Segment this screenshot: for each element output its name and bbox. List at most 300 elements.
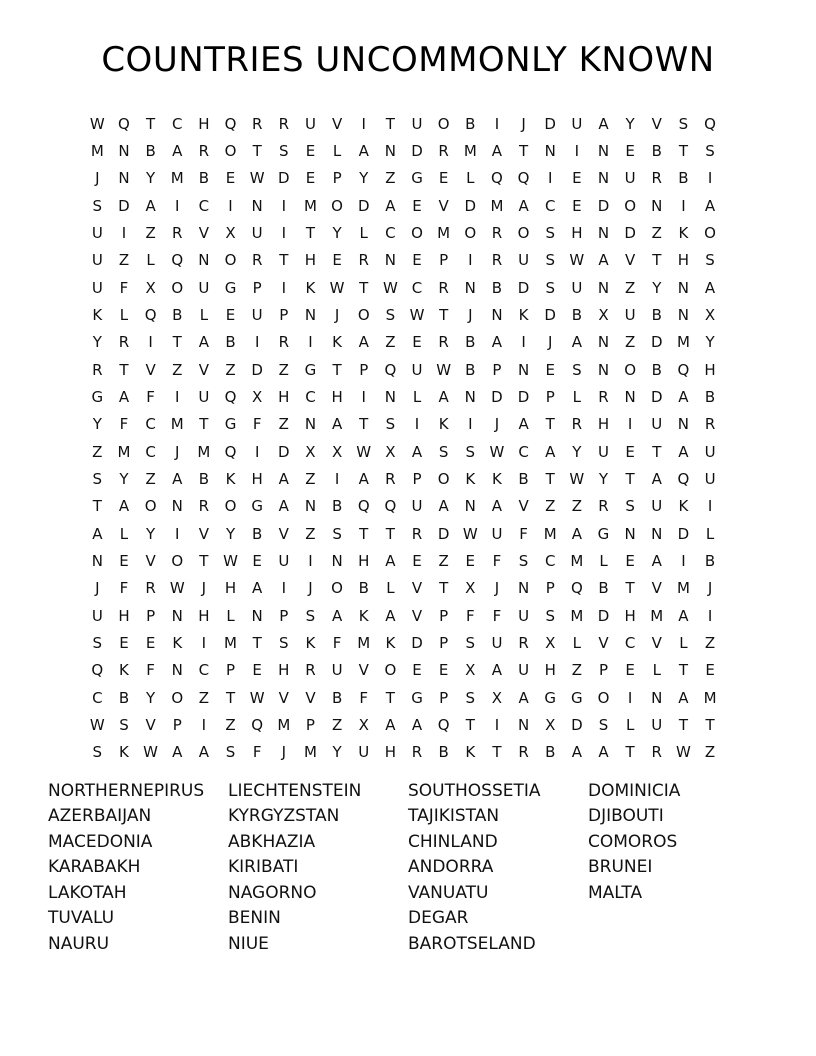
grid-cell[interactable]: T [252,633,262,652]
grid-cell[interactable]: S [678,114,689,133]
grid-cell[interactable]: Q [224,442,237,461]
grid-cell[interactable]: W [249,169,265,188]
grid-cell[interactable]: O [331,196,343,215]
grid-cell[interactable]: L [119,305,129,324]
grid-cell[interactable]: G [304,360,317,379]
grid-cell[interactable]: N [91,551,103,570]
grid-cell[interactable]: J [95,579,100,598]
grid-cell[interactable]: P [492,360,502,379]
grid-cell[interactable]: Y [146,524,156,543]
grid-cell[interactable]: N [491,305,503,324]
grid-cell[interactable]: R [598,497,609,516]
grid-cell[interactable]: E [412,333,422,352]
grid-cell[interactable]: A [518,688,529,707]
grid-cell[interactable]: N [517,715,530,734]
grid-cell[interactable]: D [517,387,530,406]
grid-cell[interactable]: A [252,579,263,598]
grid-cell[interactable]: C [145,415,156,434]
grid-cell[interactable]: J [334,305,340,324]
grid-cell[interactable]: B [358,579,369,598]
grid-cell[interactable]: D [650,333,663,352]
grid-cell[interactable]: U [304,114,316,133]
grid-cell[interactable]: U [624,169,636,188]
grid-cell[interactable]: I [627,415,633,434]
grid-cell[interactable]: M [703,688,717,707]
grid-cell[interactable]: D [357,196,370,215]
grid-cell[interactable]: Z [704,633,716,652]
grid-cell[interactable]: O [411,223,423,242]
grid-cell[interactable]: K [305,633,316,652]
grid-cell[interactable]: Z [145,223,156,242]
grid-cell[interactable]: G [91,387,104,406]
grid-cell[interactable]: P [279,606,289,625]
grid-cell[interactable]: V [651,633,662,652]
grid-cell[interactable]: S [465,688,476,707]
grid-cell[interactable]: U [491,524,503,543]
grid-cell[interactable]: Z [545,497,556,516]
grid-cell[interactable]: S [385,305,396,324]
grid-cell[interactable]: V [651,114,662,133]
grid-cell[interactable]: K [172,633,183,652]
grid-cell[interactable]: D [491,387,503,406]
grid-cell[interactable]: U [198,387,210,406]
grid-cell[interactable]: J [707,579,713,598]
grid-cell[interactable]: L [386,579,395,598]
grid-cell[interactable]: D [437,524,450,543]
grid-cell[interactable]: N [384,387,396,406]
grid-cell[interactable]: I [494,715,500,734]
grid-cell[interactable]: R [411,743,423,762]
grid-cell[interactable]: T [225,688,236,707]
grid-cell[interactable]: N [651,196,663,215]
grid-cell[interactable]: U [651,497,663,516]
grid-cell[interactable]: A [704,278,716,297]
grid-cell[interactable]: P [359,360,369,379]
grid-cell[interactable]: R [251,251,263,270]
grid-cell[interactable]: N [251,606,263,625]
grid-cell[interactable]: U [518,606,530,625]
grid-cell[interactable]: J [175,442,180,461]
grid-cell[interactable]: D [650,387,663,406]
grid-cell[interactable]: U [91,278,103,297]
grid-cell[interactable]: I [175,387,180,406]
grid-cell[interactable]: S [332,524,342,543]
grid-cell[interactable]: I [201,633,207,652]
grid-cell[interactable]: X [545,633,556,652]
grid-cell[interactable]: R [491,223,503,242]
grid-cell[interactable]: W [436,360,452,379]
grid-cell[interactable]: B [545,743,556,762]
grid-cell[interactable]: Q [118,114,130,133]
grid-cell[interactable]: O [437,469,450,488]
grid-cell[interactable]: L [572,387,582,406]
grid-cell[interactable]: Z [225,360,236,379]
grid-cell[interactable]: R [198,141,210,160]
grid-cell[interactable]: X [252,387,263,406]
grid-cell[interactable]: H [704,360,716,379]
grid-cell[interactable]: Y [572,442,582,461]
grid-cell[interactable]: Y [92,415,102,434]
grid-cell[interactable]: T [518,141,529,160]
grid-cell[interactable]: R [491,251,503,270]
grid-cell[interactable]: V [145,551,156,570]
grid-cell[interactable]: U [411,360,423,379]
grid-cell[interactable]: K [518,305,529,324]
grid-cell[interactable]: T [492,743,502,762]
grid-cell[interactable]: B [704,387,716,406]
grid-cell[interactable]: E [705,661,715,680]
grid-cell[interactable]: T [545,469,555,488]
grid-cell[interactable]: N [171,606,183,625]
grid-cell[interactable]: R [438,278,449,297]
grid-cell[interactable]: W [462,524,478,543]
grid-cell[interactable]: L [332,141,342,160]
grid-cell[interactable]: U [411,114,423,133]
grid-cell[interactable]: X [305,442,316,461]
grid-cell[interactable]: P [146,606,156,625]
grid-cell[interactable]: Q [224,387,237,406]
grid-cell[interactable]: S [438,442,449,461]
grid-cell[interactable]: L [705,524,715,543]
grid-cell[interactable]: H [251,469,263,488]
grid-cell[interactable]: B [465,333,476,352]
grid-cell[interactable]: H [384,743,396,762]
grid-cell[interactable]: A [358,469,369,488]
grid-cell[interactable]: R [305,661,316,680]
grid-cell[interactable]: H [198,606,210,625]
grid-cell[interactable]: A [118,497,130,516]
grid-cell[interactable]: I [361,387,366,406]
grid-cell[interactable]: B [198,469,210,488]
grid-cell[interactable]: P [172,715,182,734]
grid-cell[interactable]: A [518,196,529,215]
grid-cell[interactable]: A [678,688,689,707]
grid-cell[interactable]: I [148,333,153,352]
grid-cell[interactable]: B [198,169,210,188]
grid-cell[interactable]: T [439,305,449,324]
grid-cell[interactable]: U [518,251,530,270]
grid-cell[interactable]: S [625,497,635,516]
grid-cell[interactable]: P [598,661,609,680]
grid-cell[interactable]: M [570,551,584,570]
grid-cell[interactable]: D [544,305,556,324]
grid-cell[interactable]: V [198,360,210,379]
grid-cell[interactable]: V [625,251,636,270]
grid-cell[interactable]: Y [625,114,635,133]
grid-cell[interactable]: B [571,305,582,324]
grid-cell[interactable]: B [331,497,343,516]
grid-cell[interactable]: N [118,141,130,160]
grid-cell[interactable]: I [201,715,207,734]
grid-cell[interactable]: W [249,688,265,707]
grid-cell[interactable]: U [411,497,423,516]
grid-cell[interactable]: S [92,469,103,488]
grid-cell[interactable]: T [625,743,635,762]
grid-cell[interactable]: H [571,223,583,242]
grid-cell[interactable]: J [201,579,207,598]
grid-cell[interactable]: Y [146,688,156,707]
grid-cell[interactable]: W [223,551,238,570]
grid-cell[interactable]: W [675,743,691,762]
grid-cell[interactable]: J [468,305,473,324]
grid-cell[interactable]: H [118,606,130,625]
grid-cell[interactable]: X [145,278,156,297]
grid-cell[interactable]: F [119,579,129,598]
grid-cell[interactable]: Y [332,223,342,242]
grid-cell[interactable]: P [305,715,315,734]
grid-cell[interactable]: P [279,305,289,324]
grid-cell[interactable]: E [252,551,262,570]
grid-cell[interactable]: U [518,661,530,680]
grid-cell[interactable]: Z [571,661,582,680]
grid-cell[interactable]: P [439,251,449,270]
grid-cell[interactable]: X [385,442,396,461]
grid-cell[interactable]: T [652,442,662,461]
grid-cell[interactable]: A [545,442,556,461]
grid-cell[interactable]: D [677,524,690,543]
grid-cell[interactable]: O [624,196,637,215]
grid-cell[interactable]: E [119,551,129,570]
grid-cell[interactable]: I [681,196,686,215]
grid-cell[interactable]: B [438,743,449,762]
grid-cell[interactable]: U [278,551,290,570]
grid-cell[interactable]: R [704,415,716,434]
grid-cell[interactable]: E [412,551,422,570]
grid-cell[interactable]: H [331,387,343,406]
grid-cell[interactable]: N [517,579,530,598]
grid-cell[interactable]: E [625,551,635,570]
grid-cell[interactable]: N [304,305,317,324]
grid-cell[interactable]: F [252,743,262,762]
grid-cell[interactable]: R [198,497,210,516]
grid-cell[interactable]: S [119,715,129,734]
grid-cell[interactable]: A [278,497,289,516]
grid-cell[interactable]: B [118,688,130,707]
grid-cell[interactable]: W [169,579,185,598]
grid-cell[interactable]: Y [705,333,715,352]
grid-cell[interactable]: Z [225,715,236,734]
grid-cell[interactable]: H [224,579,237,598]
grid-cell[interactable]: F [519,524,528,543]
grid-cell[interactable]: B [518,469,529,488]
grid-cell[interactable]: I [254,442,260,461]
grid-cell[interactable]: N [597,141,610,160]
grid-cell[interactable]: N [677,305,690,324]
grid-cell[interactable]: U [624,305,636,324]
grid-cell[interactable]: O [144,497,157,516]
grid-cell[interactable]: T [199,415,209,434]
grid-cell[interactable]: A [411,715,423,734]
grid-cell[interactable]: U [651,415,663,434]
letter-grid[interactable] [84,110,723,766]
grid-cell[interactable]: T [199,551,209,570]
grid-cell[interactable]: O [357,305,370,324]
grid-cell[interactable]: V [331,114,343,133]
grid-cell[interactable]: U [704,469,716,488]
grid-cell[interactable]: K [305,278,316,297]
grid-cell[interactable]: Y [652,278,662,297]
grid-cell[interactable]: R [651,743,662,762]
grid-cell[interactable]: V [278,524,289,543]
grid-cell[interactable]: L [599,551,608,570]
grid-cell[interactable]: E [305,169,316,188]
grid-cell[interactable]: E [252,661,262,680]
grid-cell[interactable]: S [465,633,476,652]
grid-cell[interactable]: Z [145,469,156,488]
grid-cell[interactable]: F [146,661,155,680]
grid-cell[interactable]: U [704,442,716,461]
grid-cell[interactable]: U [651,715,663,734]
grid-cell[interactable]: T [385,688,395,707]
grid-cell[interactable]: V [438,196,449,215]
grid-cell[interactable]: G [251,497,263,516]
grid-cell[interactable]: A [438,387,449,406]
grid-cell[interactable]: B [678,169,689,188]
grid-cell[interactable]: N [597,223,610,242]
grid-cell[interactable]: M [570,606,584,625]
grid-cell[interactable]: S [92,743,103,762]
grid-cell[interactable]: W [409,305,425,324]
grid-cell[interactable]: T [359,524,369,543]
grid-cell[interactable]: A [198,743,210,762]
grid-cell[interactable]: N [624,524,636,543]
grid-cell[interactable]: T [625,579,635,598]
grid-cell[interactable]: W [569,251,585,270]
grid-cell[interactable]: C [411,278,423,297]
grid-cell[interactable]: R [251,114,263,133]
grid-cell[interactable]: M [117,442,131,461]
grid-cell[interactable]: Y [332,743,342,762]
grid-cell[interactable]: M [357,633,371,652]
grid-cell[interactable]: O [171,551,184,570]
grid-cell[interactable]: O [464,223,477,242]
grid-cell[interactable]: D [251,360,263,379]
grid-cell[interactable]: Z [704,743,716,762]
grid-cell[interactable]: I [281,223,287,242]
grid-cell[interactable]: N [384,141,396,160]
grid-cell[interactable]: S [705,251,715,270]
grid-cell[interactable]: N [651,688,663,707]
grid-cell[interactable]: T [252,141,262,160]
grid-cell[interactable]: N [464,387,476,406]
grid-cell[interactable]: J [521,114,526,133]
grid-cell[interactable]: I [707,606,713,625]
grid-cell[interactable]: E [438,169,449,188]
grid-cell[interactable]: E [438,661,449,680]
grid-cell[interactable]: U [91,251,103,270]
grid-cell[interactable]: O [171,278,184,297]
grid-cell[interactable]: I [281,579,287,598]
grid-cell[interactable]: H [278,661,290,680]
grid-cell[interactable]: Y [92,333,102,352]
grid-cell[interactable]: M [90,141,104,160]
grid-cell[interactable]: X [331,442,343,461]
grid-cell[interactable]: E [572,169,582,188]
grid-cell[interactable]: T [119,360,129,379]
grid-cell[interactable]: V [651,579,662,598]
grid-cell[interactable]: H [304,251,317,270]
grid-cell[interactable]: F [359,688,369,707]
grid-cell[interactable]: X [704,305,716,324]
grid-cell[interactable]: C [198,196,210,215]
grid-cell[interactable]: W [143,743,159,762]
grid-cell[interactable]: R [438,141,449,160]
grid-cell[interactable]: E [412,661,422,680]
grid-cell[interactable]: E [625,442,635,461]
grid-cell[interactable]: E [305,141,316,160]
grid-cell[interactable]: E [625,661,635,680]
grid-cell[interactable]: T [705,715,715,734]
grid-cell[interactable]: K [678,223,689,242]
grid-cell[interactable]: N [677,278,690,297]
grid-cell[interactable]: F [492,551,502,570]
grid-cell[interactable]: A [491,141,503,160]
grid-cell[interactable]: K [465,743,476,762]
grid-cell[interactable]: Q [171,251,184,270]
grid-cell[interactable]: Z [278,415,289,434]
grid-cell[interactable]: L [412,387,422,406]
grid-cell[interactable]: N [304,497,317,516]
grid-cell[interactable]: M [543,524,557,543]
grid-cell[interactable]: A [172,141,183,160]
grid-cell[interactable]: T [678,661,688,680]
grid-cell[interactable]: H [624,606,636,625]
grid-cell[interactable]: N [597,360,610,379]
grid-cell[interactable]: E [225,305,236,324]
grid-cell[interactable]: U [331,661,343,680]
grid-cell[interactable]: R [598,387,609,406]
grid-cell[interactable]: O [517,223,530,242]
grid-cell[interactable]: L [359,223,368,242]
grid-cell[interactable]: J [95,169,100,188]
grid-cell[interactable]: I [468,415,473,434]
grid-cell[interactable]: Q [704,114,716,133]
grid-cell[interactable]: D [624,223,636,242]
grid-cell[interactable]: I [175,524,180,543]
grid-cell[interactable]: Z [92,442,103,461]
grid-cell[interactable]: N [171,661,183,680]
grid-cell[interactable]: M [303,743,317,762]
grid-cell[interactable]: F [146,387,155,406]
grid-cell[interactable]: B [145,141,156,160]
grid-cell[interactable]: T [465,715,475,734]
grid-cell[interactable]: T [625,469,635,488]
grid-cell[interactable]: V [518,497,529,516]
grid-cell[interactable]: N [304,415,317,434]
grid-cell[interactable]: V [598,633,609,652]
grid-cell[interactable]: I [681,551,686,570]
grid-cell[interactable]: A [678,387,689,406]
grid-cell[interactable]: V [198,223,210,242]
grid-cell[interactable]: Q [570,579,583,598]
grid-cell[interactable]: E [412,196,422,215]
grid-cell[interactable]: Z [278,360,289,379]
grid-cell[interactable]: B [252,524,263,543]
grid-cell[interactable]: L [226,606,235,625]
grid-cell[interactable]: U [198,278,210,297]
grid-cell[interactable]: W [356,442,372,461]
grid-cell[interactable]: T [678,141,688,160]
grid-cell[interactable]: L [679,633,688,652]
grid-cell[interactable]: B [465,114,476,133]
grid-cell[interactable]: R [571,415,583,434]
grid-cell[interactable]: M [676,333,690,352]
grid-cell[interactable]: M [463,141,477,160]
grid-cell[interactable]: I [228,196,233,215]
grid-cell[interactable]: K [492,469,502,488]
grid-cell[interactable]: N [517,360,530,379]
grid-cell[interactable]: D [278,442,290,461]
